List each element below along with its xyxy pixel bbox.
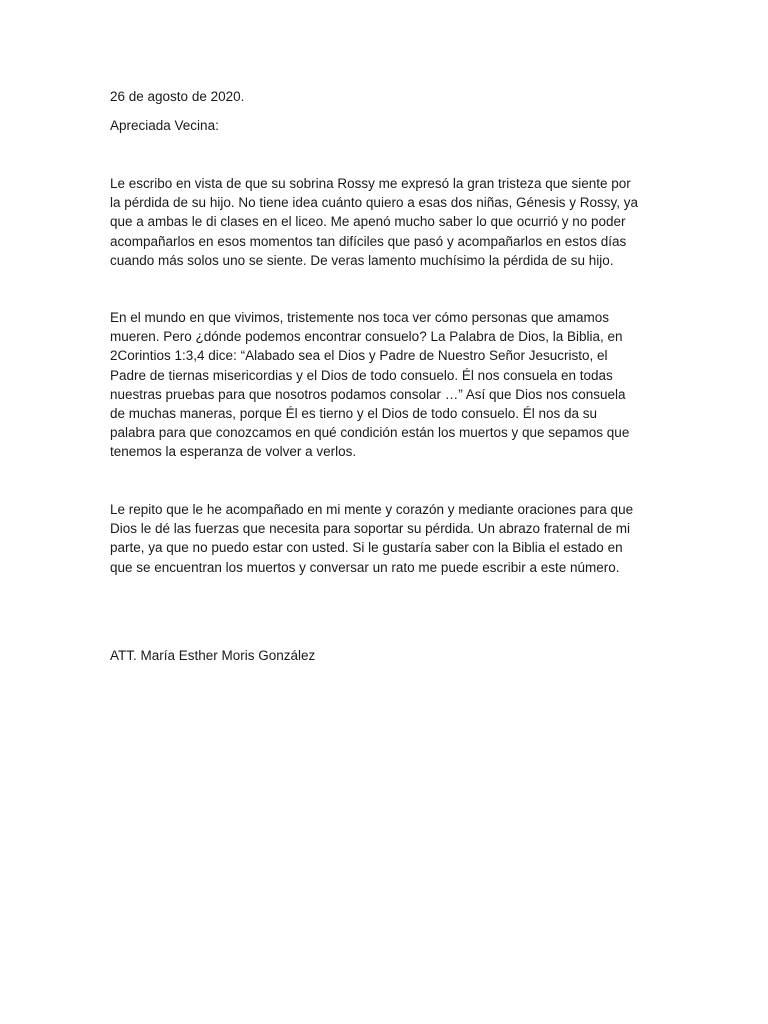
paragraph-line: tenemos la esperanza de volver a verlos. bbox=[110, 444, 357, 460]
paragraph-line: 2Corintios 1:3,4 dice: “Alabado sea el Dios y Padre de Nuestro Señor Jesucristo, el bbox=[110, 348, 608, 364]
paragraph-2 bbox=[110, 308, 670, 462]
paragraph-1 bbox=[110, 174, 670, 270]
paragraph-3 bbox=[110, 500, 670, 577]
paragraph-line: la pérdida de su hijo. No tiene idea cuánto quiero a esas dos niñas, Génesis y Rossy, ya bbox=[110, 195, 639, 211]
paragraph-line: Dios le dé las fuerzas que necesita para soportar su pérdida. Un abrazo fraternal de mi bbox=[110, 521, 631, 537]
paragraph-line: cuando más solos uno se siente. De veras lamento muchísimo la pérdida de su hijo. bbox=[110, 252, 614, 268]
paragraph-line: mueren. Pero ¿dónde podemos encontrar consuelo? La Palabra de Dios, la Biblia, en bbox=[110, 329, 623, 345]
paragraph-line: En el mundo en que vivimos, tristemente nos toca ver cómo personas que amamos bbox=[110, 310, 609, 325]
letter-greeting: Apreciada Vecina: bbox=[110, 118, 219, 133]
letter-date: 26 de agosto de 2020. bbox=[110, 89, 245, 104]
paragraph-line: Le escribo en vista de que su sobrina Rossy me expresó la gran tristeza que siente por bbox=[110, 176, 631, 191]
paragraph-line: que se encuentran los muertos y conversar un rato me puede escribir a este número. bbox=[110, 559, 620, 575]
paragraph-line: acompañarlos en esos momentos tan difíciles que pasó y acompañarlos en estos días bbox=[110, 233, 627, 249]
paragraph-line: parte, ya que no puedo estar con usted. Si le gustaría saber con la Biblia el estado en bbox=[110, 540, 623, 556]
paragraph-line: Padre de tiernas misericordias y el Dios de todo consuelo. Él nos consuela en todas bbox=[110, 367, 613, 383]
letter-signature: ATT. María Esther Moris González bbox=[110, 648, 316, 663]
paragraph-line: que a ambas le di clases en el liceo. Me apenó mucho saber lo que ocurrió y no poder bbox=[110, 214, 626, 230]
paragraph-line: nuestras pruebas para que nosotros podamos consolar …” Así que Dios nos consuela bbox=[110, 386, 626, 402]
paragraph-line: de muchas maneras, porque Él es tierno y el Dios de todo consuelo. Él nos da su bbox=[110, 406, 598, 422]
paragraph-line: Le repito que le he acompañado en mi mente y corazón y mediante oraciones para que bbox=[110, 502, 634, 517]
paragraph-line: palabra para que conozcamos en qué condición están los muertos y que sepamos que bbox=[110, 425, 630, 441]
